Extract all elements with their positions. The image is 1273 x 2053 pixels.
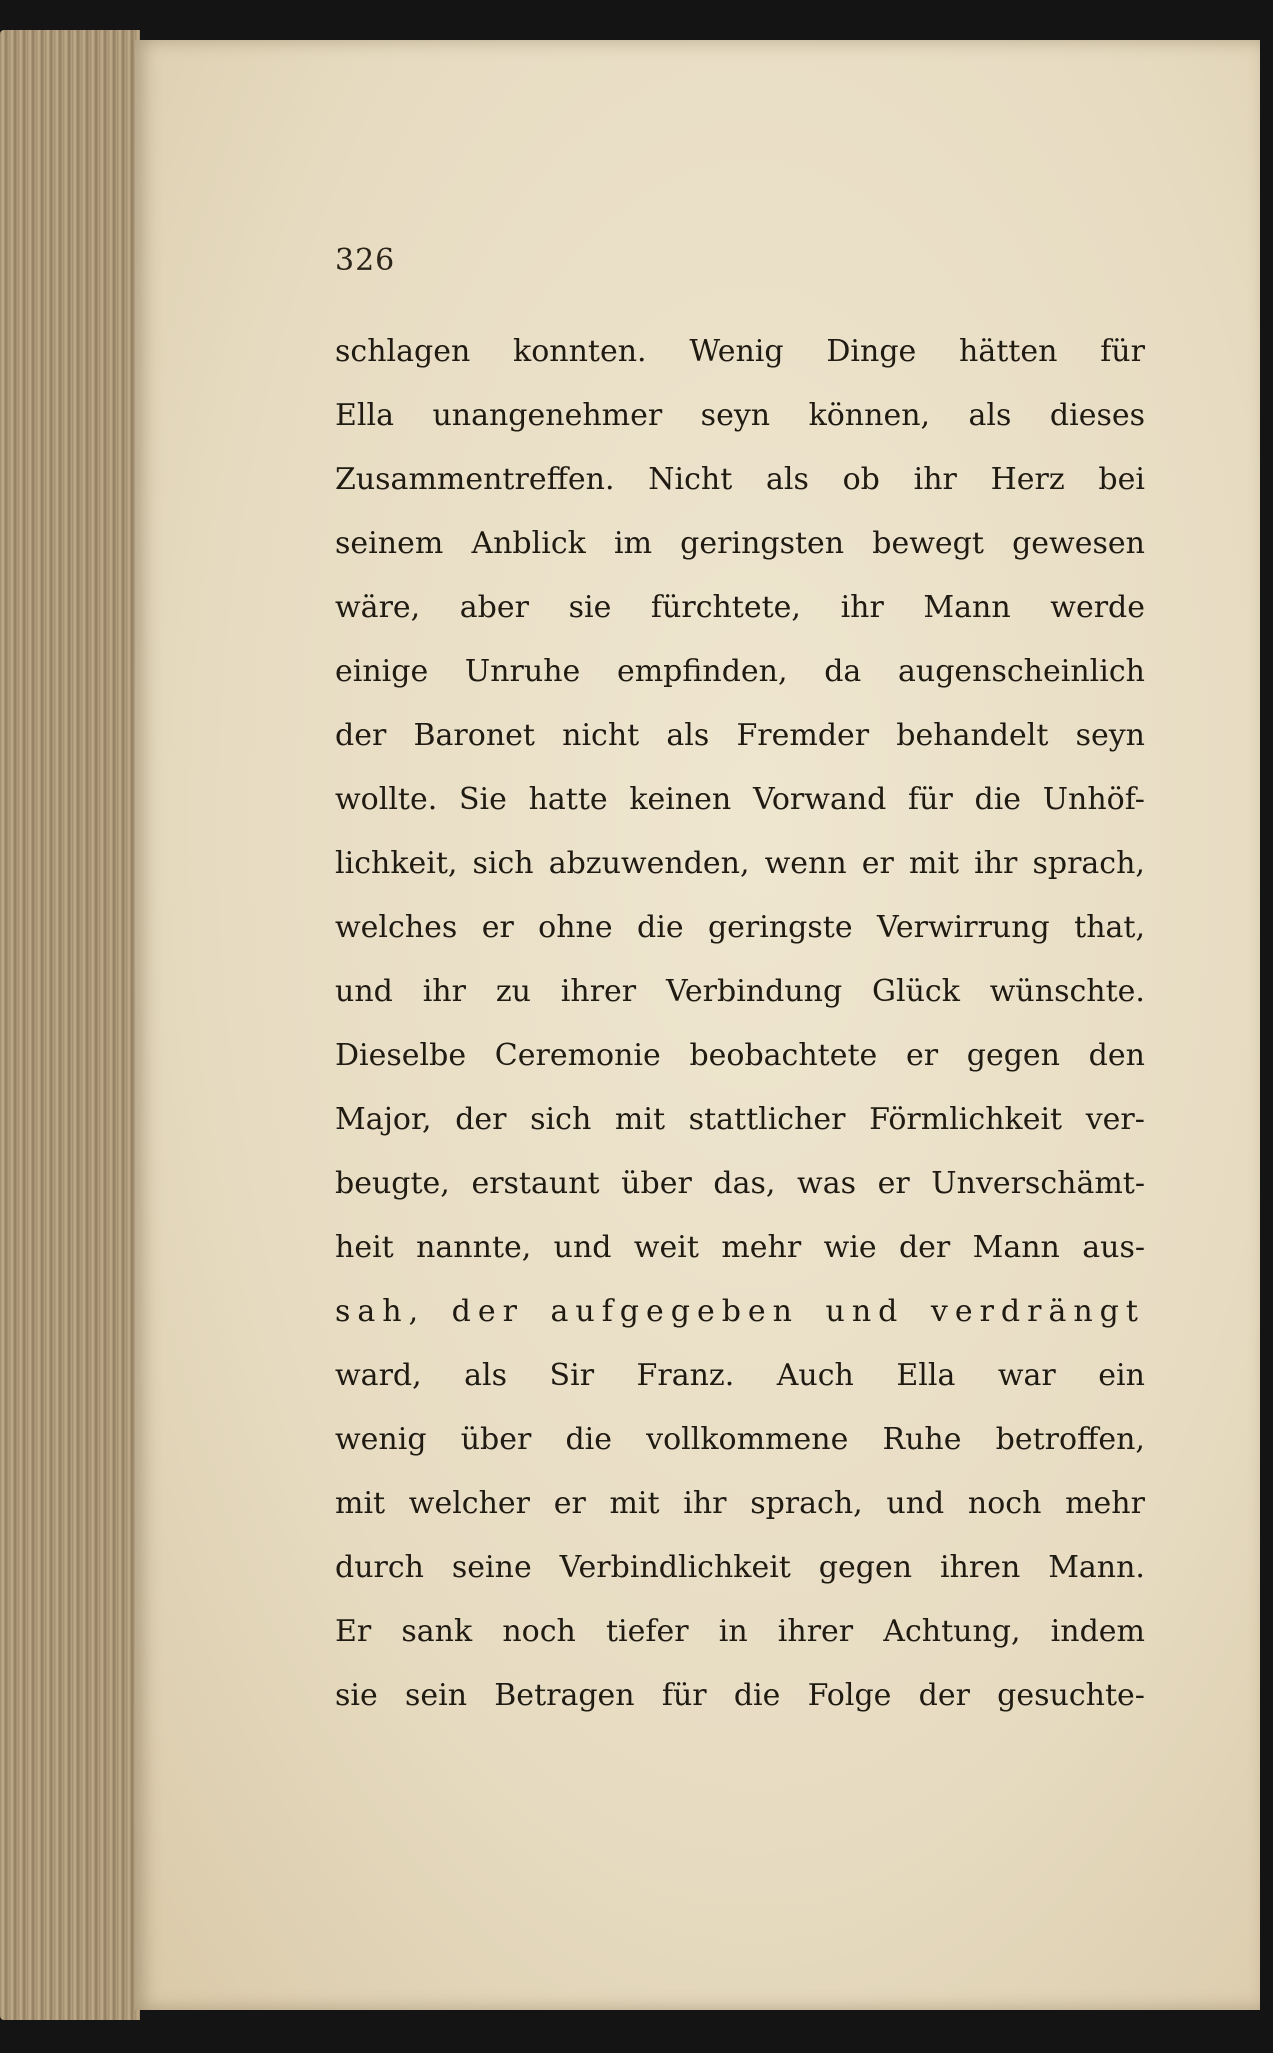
page-number: 326 [335,243,396,278]
text-line: Major, der sich mit stattlicher Förmlichkeit ver- [335,1102,1145,1137]
text-line: wenig über die vollkommene Ruhe betroffen, [335,1422,1145,1457]
text-line: mit welcher er mit ihr sprach, und noch mehr [335,1486,1145,1521]
text-line: Er sank noch tiefer in ihrer Achtung, indem [335,1614,1145,1649]
text-line: Dieselbe Ceremonie beobachtete er gegen den [335,1038,1145,1073]
text-line: der Baronet nicht als Fremder behandelt seyn [335,718,1145,753]
text-line: seinem Anblick im geringsten bewegt gewesen [335,526,1145,561]
page-edges [0,30,140,2020]
text-line: heit nannte, und weit mehr wie der Mann aus- [335,1230,1145,1265]
text-line: beugte, erstaunt über das, was er Unverschämt- [335,1166,1145,1201]
text-line: wollte. Sie hatte keinen Vorwand für die Unhöf- [335,782,1145,817]
text-line: welches er ohne die geringste Verwirrung that, [335,910,1145,945]
text-line: schlagen konnten. Wenig Dinge hätten für [335,334,1145,369]
text-line: durch seine Verbindlichkeit gegen ihren Mann. [335,1550,1145,1585]
body-text [335,320,1145,1740]
text-line: sah, der aufgegeben und verdrängt [335,1294,1145,1329]
text-line: wäre, aber sie fürchtete, ihr Mann werde [335,590,1145,625]
text-line: Ella unangenehmer seyn können, als dieses [335,398,1145,433]
text-line: einige Unruhe empfinden, da augenscheinlich [335,654,1145,689]
text-line: sie sein Betragen für die Folge der gesuchte- [335,1678,1145,1713]
text-line: ward, als Sir Franz. Auch Ella war ein [335,1358,1145,1393]
text-line: und ihr zu ihrer Verbindung Glück wünschte. [335,974,1145,1009]
text-line: lichkeit, sich abzuwenden, wenn er mit ihr sprach, [335,846,1145,881]
text-line: Zusammentreffen. Nicht als ob ihr Herz bei [335,462,1145,497]
